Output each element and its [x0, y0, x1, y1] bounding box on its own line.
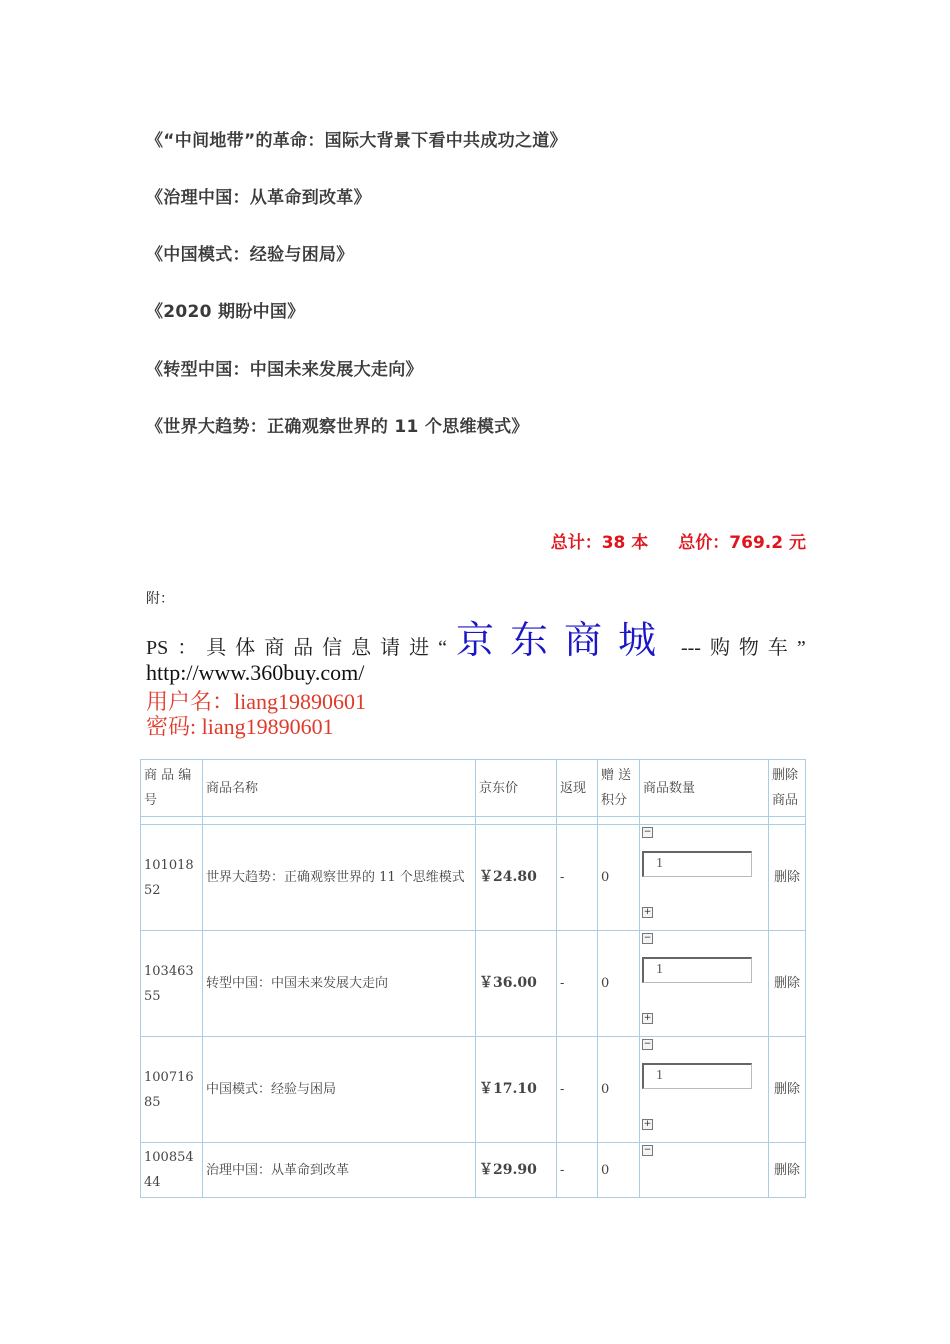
ps-word: 品: [293, 637, 314, 659]
quantity-input[interactable]: 1: [642, 1063, 752, 1089]
quantity-stepper: [640, 931, 769, 1037]
username-text: 用户名：liang19890601: [146, 689, 366, 714]
product-points: 0: [598, 931, 640, 1037]
book-title-1: 《“中间地带”的革命：国际大背景下看中共成功之道》: [146, 131, 567, 151]
delete-link[interactable]: 删除: [769, 1143, 806, 1198]
product-points: 0: [598, 825, 640, 931]
ps-word: ：: [177, 637, 198, 659]
ps-note: [146, 614, 806, 664]
totals-line: [551, 528, 806, 553]
ps-word: 具: [206, 637, 227, 659]
ps-word: 进: [409, 637, 430, 659]
ps-word: 购: [709, 637, 730, 659]
quantity-stepper: [640, 825, 769, 931]
jd-store-link[interactable]: 京东商城: [455, 620, 672, 662]
plus-icon[interactable]: +: [643, 907, 652, 917]
book-title-3: 《中国模式：经验与困局》: [146, 245, 354, 265]
header-id: 商 品 编 号: [141, 760, 203, 817]
header-cashback: 返现: [557, 760, 598, 817]
product-id: 10071685: [141, 1037, 203, 1143]
ps-word: 请: [380, 637, 401, 659]
quantity-stepper: [640, 1037, 769, 1143]
quantity-input[interactable]: 1: [642, 957, 752, 983]
product-id: 10346355: [141, 931, 203, 1037]
book-title-4: 《2020 期盼中国》: [146, 302, 305, 322]
table-row: [141, 1037, 806, 1143]
ps-word: PS: [146, 637, 169, 659]
product-cashback: -: [557, 825, 598, 931]
product-id: 10085444: [141, 1143, 203, 1198]
product-price: ￥24.80: [476, 825, 557, 931]
product-price: ￥17.10: [476, 1037, 557, 1143]
ps-word: 息: [351, 637, 372, 659]
ps-word: 物: [738, 637, 759, 659]
book-title-5: 《转型中国：中国未来发展大走向》: [146, 360, 423, 380]
ps-word: ”: [796, 637, 806, 659]
ps-word: 体: [235, 637, 256, 659]
delete-link[interactable]: 删除: [769, 825, 806, 931]
separator-row: [141, 817, 806, 825]
total-count: 总计：38 本: [550, 533, 649, 553]
quantity-stepper: [640, 1143, 769, 1198]
product-price: ￥36.00: [476, 931, 557, 1037]
product-name-link[interactable]: 治理中国：从革命到改革: [203, 1143, 476, 1198]
ps-word: 商: [264, 637, 285, 659]
product-cashback: -: [557, 931, 598, 1037]
book-title-6: 《世界大趋势：正确观察世界的 11 个思维模式》: [146, 417, 529, 437]
table-row: [141, 825, 806, 931]
minus-icon[interactable]: −: [643, 827, 652, 837]
header-points: 赠 送 积分: [598, 760, 640, 817]
minus-icon[interactable]: −: [643, 933, 652, 943]
header-name: 商品名称: [203, 760, 476, 817]
table-row: [141, 931, 806, 1037]
product-id: 10101852: [141, 825, 203, 931]
product-name-link[interactable]: 中国模式：经验与困局: [203, 1037, 476, 1143]
product-name-link[interactable]: 世界大趋势：正确观察世界的 11 个思维模式: [203, 825, 476, 931]
ps-word: 信: [322, 637, 343, 659]
quantity-input[interactable]: 1: [642, 851, 752, 877]
product-cashback: -: [557, 1037, 598, 1143]
total-price: 总价：769.2 元: [678, 533, 806, 553]
header-delete: 删除商品: [769, 760, 806, 817]
product-name-link[interactable]: 转型中国：中国未来发展大走向: [203, 931, 476, 1037]
product-points: 0: [598, 1143, 640, 1198]
appendix-label: 附：: [146, 591, 174, 607]
ps-word: “: [438, 637, 447, 659]
ps-word: ---: [680, 637, 701, 659]
header-qty: 商品数量: [640, 760, 769, 817]
product-points: 0: [598, 1037, 640, 1143]
plus-icon[interactable]: +: [643, 1119, 652, 1129]
plus-icon[interactable]: +: [643, 1013, 652, 1023]
table-row: [141, 1143, 806, 1198]
header-price: 京东价: [476, 760, 557, 817]
delete-link[interactable]: 删除: [769, 931, 806, 1037]
cart-header-row: [141, 760, 806, 817]
product-cashback: -: [557, 1143, 598, 1198]
book-title-2: 《治理中国：从革命到改革》: [146, 188, 371, 208]
delete-link[interactable]: 删除: [769, 1037, 806, 1143]
store-url[interactable]: http://www.360buy.com/: [146, 660, 365, 685]
product-price: ￥29.90: [476, 1143, 557, 1198]
minus-icon[interactable]: −: [643, 1039, 652, 1049]
ps-word: 车: [767, 637, 788, 659]
cart-table: [140, 759, 806, 1198]
minus-icon[interactable]: −: [643, 1145, 652, 1155]
password-text: 密码: liang19890601: [146, 714, 334, 739]
